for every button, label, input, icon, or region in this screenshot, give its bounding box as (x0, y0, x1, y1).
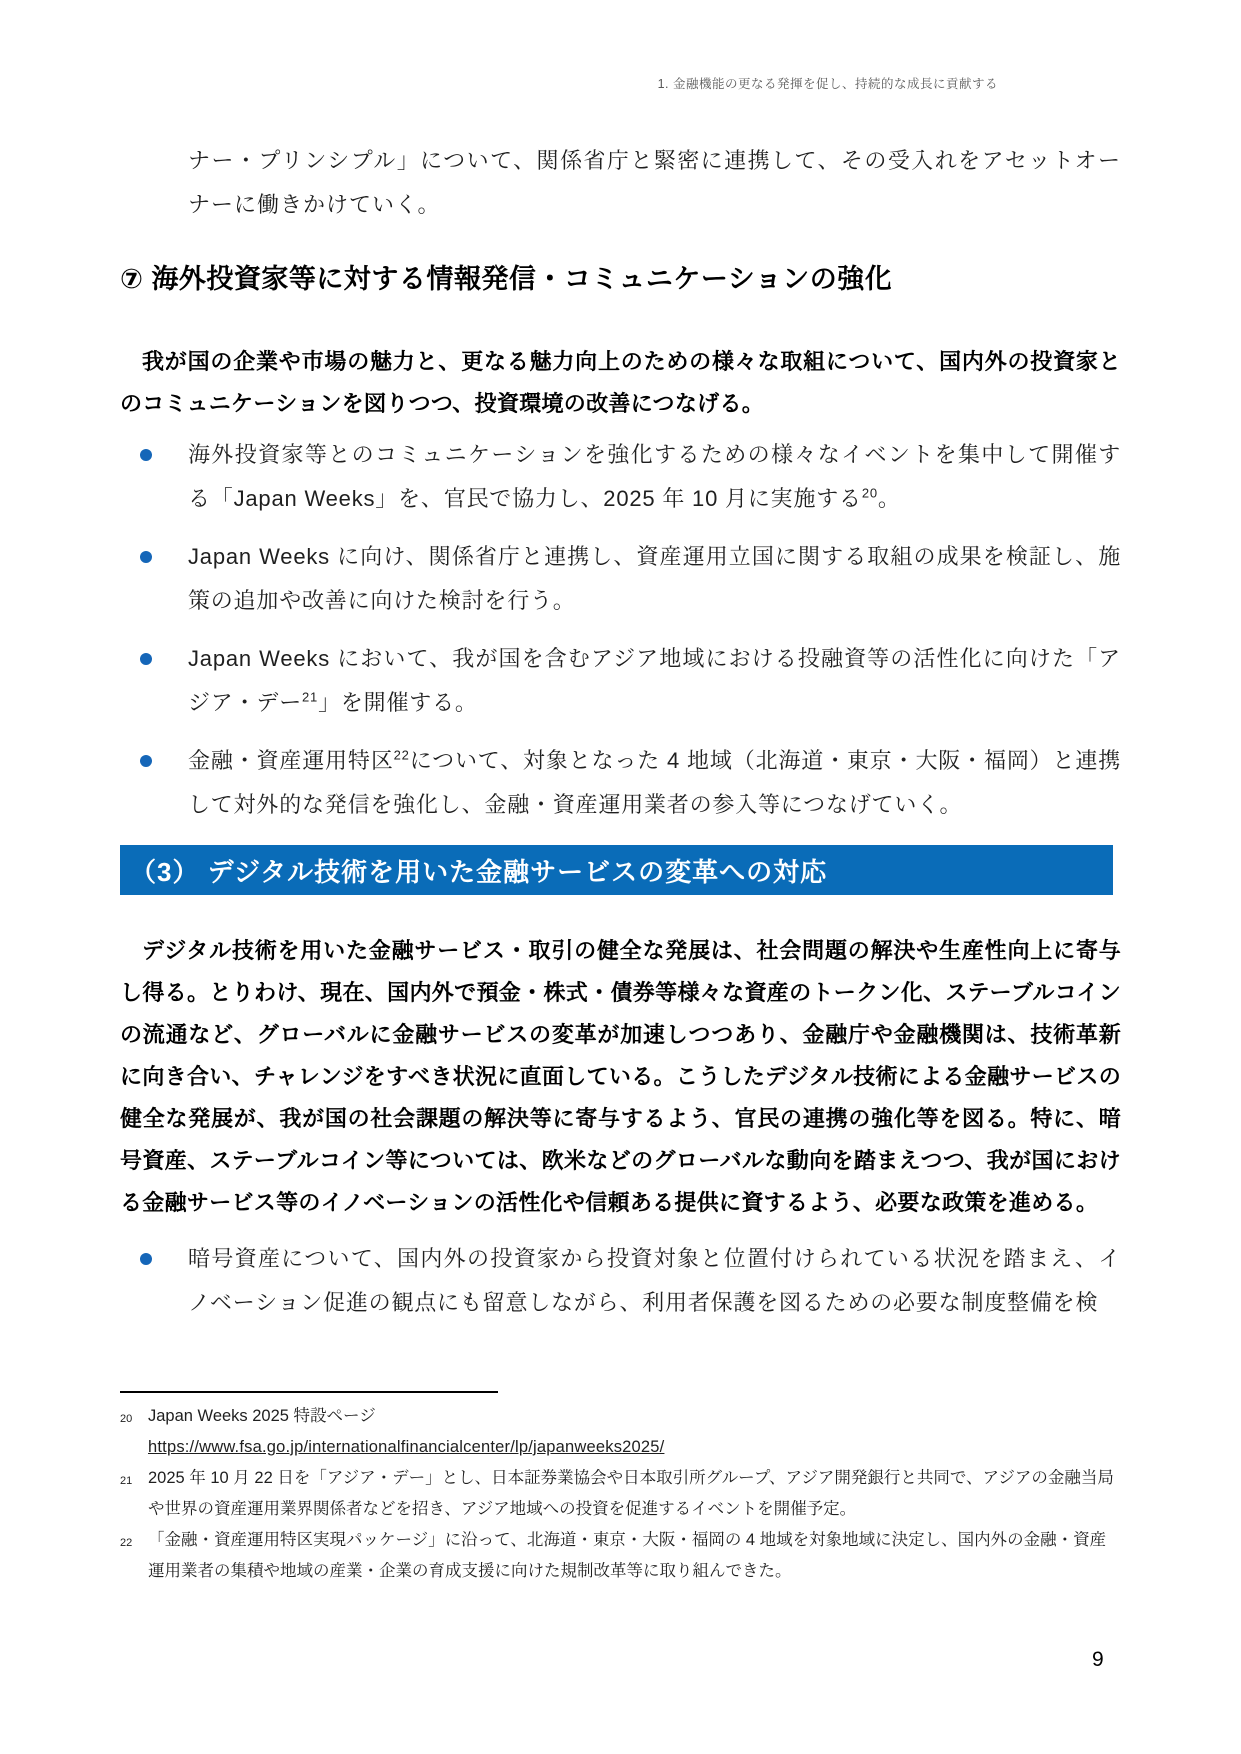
footnote-20 (120, 1401, 1241, 1463)
bullet-item (0, 739, 1241, 827)
footnote-text: Japan Weeks 2025 特設ページ (148, 1407, 376, 1425)
footnote-body (148, 1525, 1121, 1587)
bullet-text-segment: Japan Weeks に向け、関係省庁と連携し、資産運用立国に関する取組の成果を検証し、施策の追加や改善に向けた検討を行う。 (188, 544, 1121, 613)
footnote-21 (120, 1463, 1241, 1525)
bullet-text (188, 739, 1121, 827)
bullet-text-segment: について、対象となった 4 地域（北海道・東京・大阪・福岡）と連携して対外的な発信を強化し、金融・資産運用業者の参入等につなげていく。 (188, 748, 1122, 817)
footnote-number: 20 (120, 1413, 133, 1425)
bullet-text (188, 637, 1121, 725)
section3-bullet-list (0, 1237, 1241, 1325)
bullet-text-segment: 。 (877, 486, 901, 511)
bullet-icon (140, 449, 152, 461)
section7-heading: ⑦ 海外投資家等に対する情報発信・コミュニケーションの強化 (120, 264, 893, 294)
bullet-text-segment: 」を開催する。 (318, 690, 478, 715)
bullet-text-segment: 金融・資産運用特区 (188, 748, 394, 773)
section3-lead: デジタル技術を用いた金融サービス・取引の健全な発展は、社会問題の解決や生産性向上に寄与し得る。とりわけ、現在、国内外で預金・株式・債券等様々な資産のトークン化、ステーブルコインの流通など、グローバルに金融サービスの変革が加速しつつあり、金融庁や金融機関は、技術革新に向き合い、チャレンジをすべき状況に直面している。こうしたデジタル技術による金融サービスの健全な発展が、我が国の社会課題の解決等に寄与するよう、官民の連携の強化等を図る。特に、暗号資産、ステーブルコイン等については、欧米などのグローバルな動向を踏まえつつ、我が国における金融サービス等のイノベーションの活性化や信頼ある提供に資するよう、必要な政策を進める。 (120, 938, 1121, 1215)
section3-banner: （3） デジタル技術を用いた金融サービスの変革への対応 (120, 845, 1113, 895)
bullet-text-segment: Japan Weeks において、我が国を含むアジア地域における投融資等の活性化に向けた「アジア・デー (188, 646, 1121, 715)
bullet-item (0, 535, 1241, 623)
footnote-text: 「金融・資産運用特区実現パッケージ」に沿って、北海道・東京・大阪・福岡の 4 地域を対象地域に決定し、国内外の金融・資産運用業者の集積や地域の産業・企業の育成支援に向けた規制改革等に取り組んできた。 (148, 1531, 1107, 1580)
footnote-number: 21 (120, 1475, 133, 1487)
bullet-icon (140, 755, 152, 767)
bullet-icon (140, 1253, 152, 1265)
bullet-text-segment: 暗号資産について、国内外の投資家から投資対象と位置付けられている状況を踏まえ、イノベーション促進の観点にも留意しながら、利用者保護を図るための必要な制度整備を検 (188, 1246, 1121, 1315)
bullet-icon (140, 653, 152, 665)
continued-paragraph: ナー・プリンシプル」について、関係省庁と緊密に連携して、その受入れをアセットオーナーに働きかけていく。 (188, 148, 1121, 217)
bullet-text (188, 1237, 1121, 1325)
footnotes-section (120, 1391, 1241, 1587)
bullet-text (188, 433, 1121, 521)
bullet-item (0, 433, 1241, 521)
footnote-number: 22 (120, 1537, 133, 1549)
footnote-ref-22: 22 (393, 747, 410, 763)
section7-lead: 我が国の企業や市場の魅力と、更なる魅力向上のための様々な取組について、国内外の投資家とのコミュニケーションを図りつつ、投資環境の改善につなげる。 (120, 349, 1121, 416)
section7-bullet-list (0, 433, 1241, 827)
bullet-icon (140, 551, 152, 563)
bullet-item (0, 1237, 1241, 1325)
footnote-text: 2025 年 10 月 22 日を「アジア・デー」とし、日本証券業協会や日本取引所グループ、アジア開発銀行と共同で、アジアの金融当局や世界の資産運用業界関係者などを招き、アジア地域への投資を促進するイベントを開催予定。 (148, 1469, 1114, 1518)
footnote-separator (120, 1391, 498, 1393)
bullet-text (188, 535, 1121, 623)
footnote-body (148, 1401, 1121, 1463)
bullet-item (0, 637, 1241, 725)
page-number: 9 (1092, 1648, 1104, 1671)
footnote-20-link[interactable]: https://www.fsa.go.jp/internationalfinancialcenter/lp/japanweeks2025/ (148, 1438, 665, 1456)
footnote-ref-21: 21 (302, 689, 319, 705)
footnote-body (148, 1463, 1121, 1525)
bullet-text-segment: 海外投資家等とのコミュニケーションを強化するための様々なイベントを集中して開催する「Japan Weeks」を、官民で協力し、2025 年 10 月に実施する (188, 442, 1121, 511)
footnote-22 (120, 1525, 1241, 1587)
running-header: 1. 金融機能の更なる発揮を促し、持続的な成長に貢献する (657, 77, 998, 91)
footnote-ref-20: 20 (861, 485, 878, 501)
